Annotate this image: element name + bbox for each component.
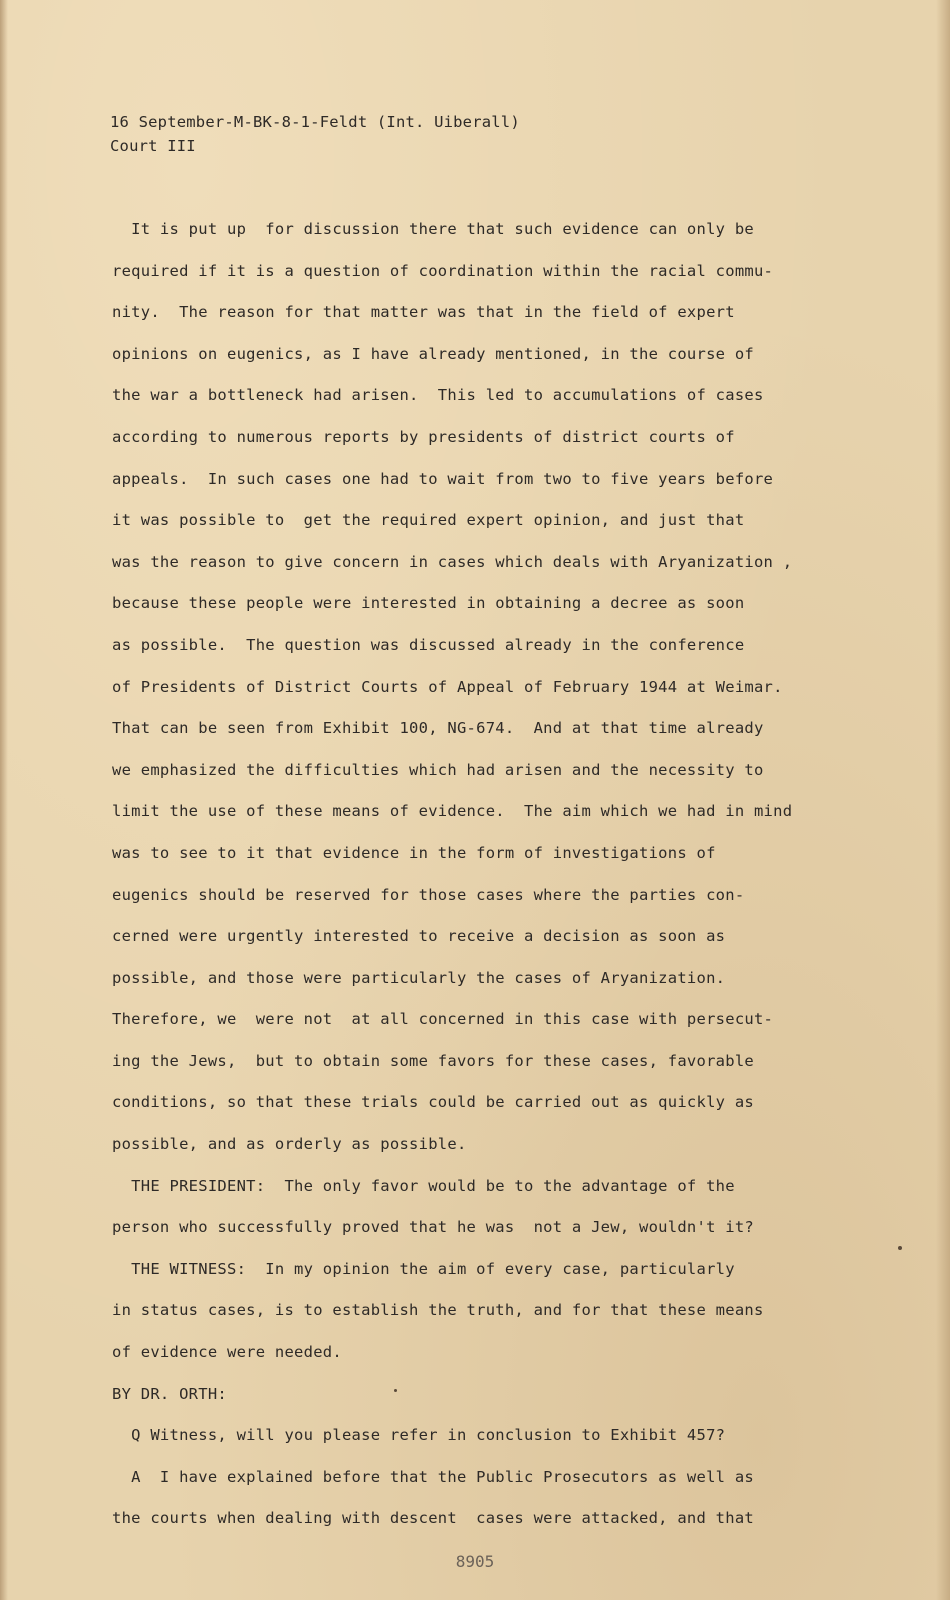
text-line: conditions, so that these trials could be carried out as quickly as (112, 1093, 754, 1112)
text-line: as possible. The question was discussed already in the conference (112, 635, 745, 654)
text-line: possible, and as orderly as possible. (112, 1135, 467, 1154)
transcript-body (112, 209, 847, 1540)
text-line: opinions on eugenics, as I have already mentioned, in the course of (112, 344, 754, 363)
header-line-1: 16 September-M-BK-8-1-Feldt (Int. Uiberall) (110, 113, 520, 131)
page-left-edge (0, 0, 8, 1600)
text-line: the courts when dealing with descent cases were attacked, and that (112, 1509, 754, 1528)
text-line: required if it is a question of coordination within the racial commu- (112, 261, 774, 280)
text-line: of evidence were needed. (112, 1343, 342, 1362)
paper-mark (898, 1246, 902, 1250)
text-line: That can be seen from Exhibit 100, NG-674. And at that time already (112, 719, 764, 738)
text-line: was the reason to give concern in cases which deals with Aryanization , (112, 552, 793, 571)
text-line: of Presidents of District Courts of Appeal of February 1944 at Weimar. (112, 677, 783, 696)
text-line: person who successfully proved that he was not a Jew, wouldn't it? (112, 1218, 754, 1237)
text-line: we emphasized the difficulties which had arisen and the necessity to (112, 760, 764, 779)
text-line: A I have explained before that the Public Prosecutors as well as (112, 1467, 754, 1486)
text-line: it was possible to get the required expert opinion, and just that (112, 511, 745, 530)
page-number: 8905 (455, 1552, 495, 1571)
text-line: eugenics should be reserved for those cases where the parties con- (112, 885, 745, 904)
page-right-edge (936, 0, 950, 1600)
paper-mark (394, 1389, 397, 1392)
text-line: cerned were urgently interested to receive a decision as soon as (112, 927, 726, 946)
text-line: according to numerous reports by presidents of district courts of (112, 427, 735, 446)
text-line: THE WITNESS: In my opinion the aim of every case, particularly (112, 1259, 735, 1278)
text-line: Therefore, we were not at all concerned in this case with persecut- (112, 1010, 774, 1029)
text-line: appeals. In such cases one had to wait from two to five years before (112, 469, 774, 488)
text-line: was to see to it that evidence in the form of investigations of (112, 843, 716, 862)
text-line: limit the use of these means of evidence. The aim which we had in mind (112, 802, 793, 821)
text-line: possible, and those were particularly the cases of Aryanization. (112, 968, 726, 987)
text-line: BY DR. ORTH: (112, 1384, 227, 1403)
text-line: nity. The reason for that matter was that in the field of expert (112, 303, 735, 322)
text-line: It is put up for discussion there that such evidence can only be (112, 220, 754, 238)
text-line: because these people were interested in obtaining a decree as soon (112, 594, 745, 613)
document-header (110, 110, 520, 158)
text-line: in status cases, is to establish the truth, and for that these means (112, 1301, 764, 1320)
text-line: Q Witness, will you please refer in conclusion to Exhibit 457? (112, 1426, 726, 1445)
text-line: the war a bottleneck had arisen. This led to accumulations of cases (112, 386, 764, 405)
text-line: ing the Jews, but to obtain some favors for these cases, favorable (112, 1051, 754, 1070)
text-line: THE PRESIDENT: The only favor would be to the advantage of the (112, 1176, 735, 1195)
header-line-2: Court III (110, 137, 196, 155)
